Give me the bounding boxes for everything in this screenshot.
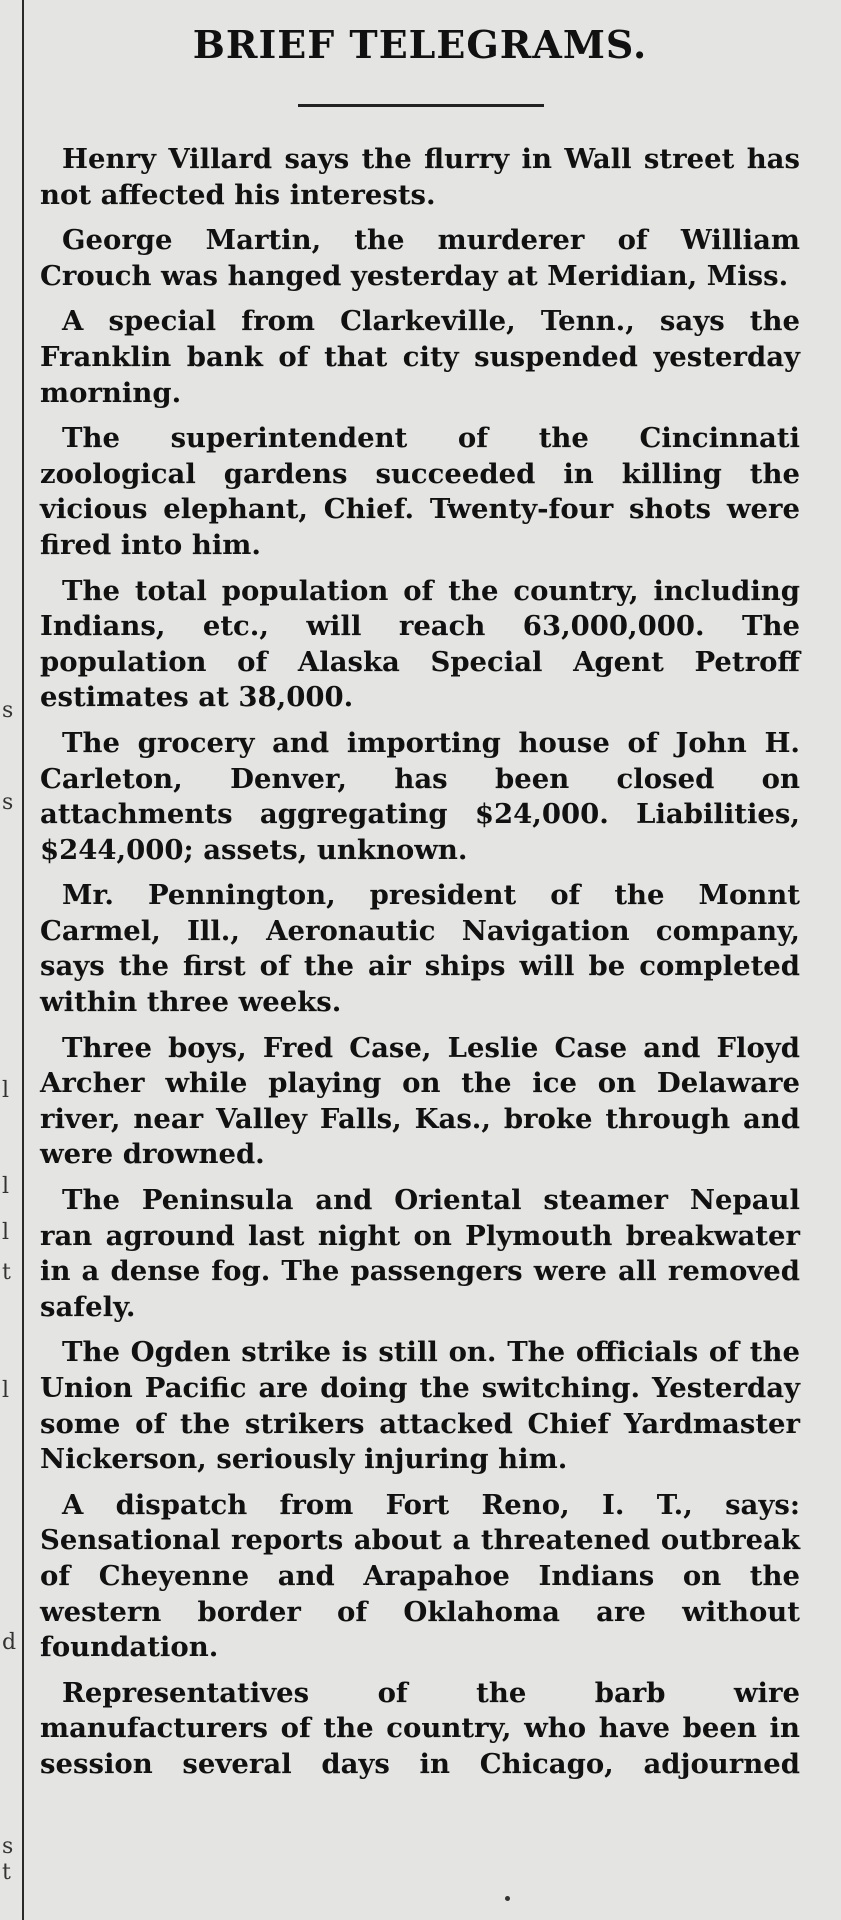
- telegram-item: The grocery and importing house of John H. Carleton, Denver, has been closed on attachments aggregating $24,000. Liabilities, $244,000; assets, unknown.: [40, 726, 800, 866]
- left-margin-fragments: [0, 0, 20, 1920]
- margin-glyph: l: [2, 1174, 10, 1199]
- margin-glyph: d: [2, 1630, 17, 1655]
- margin-glyph: l: [2, 1378, 10, 1403]
- telegram-item: Three boys, Fred Case, Leslie Case and Floyd Archer while playing on the ice on Delaware river, near Valley Falls, Kas., broke through and were drowned.: [40, 1031, 800, 1171]
- telegram-item: Mr. Pennington, president of the Monnt Carmel, Ill., Aeronautic Navigation company, says the first of the air ships will be completed within three weeks.: [40, 879, 800, 1019]
- telegram-item: A special from Clarkeville, Tenn., says the Franklin bank of that city suspended yesterday morning.: [40, 305, 800, 409]
- telegram-item: The Peninsula and Oriental steamer Nepaul ran aground last night on Plymouth breakwater in a dense fog. The passengers were all removed safely.: [40, 1184, 800, 1323]
- news-column: [40, 0, 800, 1920]
- telegram-item: George Martin, the murderer of William Crouch was hanged yesterday at Meridian, Miss.: [40, 224, 800, 292]
- margin-glyph: l: [2, 1078, 10, 1103]
- telegram-item: The total population of the country, including Indians, etc., will reach 63,000,000. The population of Alaska Special Agent Petroff estimates at 38,000.: [40, 574, 800, 714]
- print-speck: [505, 1896, 510, 1901]
- telegram-item: A dispatch from Fort Reno, I. T., says: Sensational reports about a threatened outbreak of Cheyenne and Arapahoe Indians on the western border of Oklahoma are without foundation.: [40, 1488, 800, 1664]
- margin-glyph: s: [2, 698, 14, 723]
- telegram-item: The superintendent of the Cincinnati zoological gardens succeeded in killing the vicious elephant, Chief. Twenty-four shots were fired into him.: [40, 422, 800, 561]
- column-rule: [22, 0, 24, 1920]
- telegram-item: Representatives of the barb wire manufacturers of the country, who have been in session several days in Chicago, adjourned: [40, 1676, 800, 1780]
- headline-rule: [298, 104, 544, 107]
- telegram-item: Henry Villard says the flurry in Wall street has not affected his interests.: [40, 143, 800, 211]
- telegram-list: [40, 142, 800, 1793]
- margin-glyph: t: [2, 1260, 11, 1285]
- margin-glyph: s: [2, 1834, 14, 1859]
- headline: BRIEF TELEGRAMS.: [192, 22, 648, 67]
- margin-glyph: t: [2, 1860, 11, 1885]
- telegram-item: The Ogden strike is still on. The officials of the Union Pacific are doing the switching. Yesterday some of the strikers attacked Chief Yardmaster Nickerson, seriously injuring him.: [40, 1336, 800, 1476]
- margin-glyph: s: [2, 790, 14, 815]
- margin-glyph: l: [2, 1220, 10, 1245]
